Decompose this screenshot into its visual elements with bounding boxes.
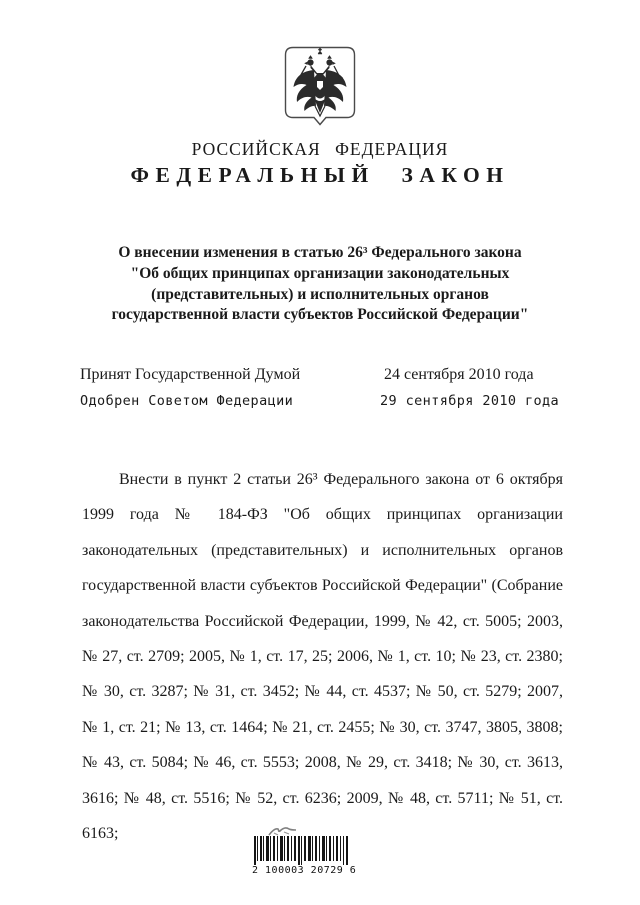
print-artifact-icon [266,824,300,837]
sovfed-label: Одобрен Советом Федерации [80,392,294,409]
barcode-bars [254,836,348,865]
adoption-row-duma [80,366,562,393]
body-line: № 27, ст. 2709; 2005, № 1, ст. 17, 25; 2006, № 1, ст. 10; № 23, ст. 2380; [82,648,563,666]
body-line: государственной власти субъектов Российской Федерации" (Собрание [82,577,563,595]
barcode-digits: 2 100003 20729 6 [252,865,357,876]
russian-eagle-emblem-icon [284,46,356,128]
body-line: № 30, ст. 3287; № 31, ст. 3452; № 44, ст. 4537; № 50, ст. 5279; 2007, [82,683,563,701]
duma-date: 24 сентября 2010 года [384,366,534,383]
adoption-block [80,366,562,419]
body-line: № 43, ст. 5084; № 46, ст. 5553; 2008, № 29, ст. 3418; № 30, ст. 3613, [82,754,563,772]
body-line: 1999 года № 184-ФЗ "Об общих принципах организации [82,506,563,524]
body-line: № 1, ст. 21; № 13, ст. 1464; № 21, ст. 2455; № 30, ст. 3747, 3805, 3808; [82,718,563,736]
law-title-line: "Об общих принципах организации законодательных [130,264,510,282]
body-line: законодательных (представительных) и исполнительных органов [82,541,563,559]
coat-of-arms-box [284,46,356,128]
adoption-row-sovfed [80,393,562,420]
barcode [252,824,357,876]
law-title-line: (представительных) и исполнительных органов [151,285,489,303]
law-title-line: государственной власти субъектов Российской Федерации" [111,306,529,324]
document-type-heading: ФЕДЕРАЛЬНЫЙ ЗАКОН [130,163,510,187]
sovfed-date: 29 сентября 2010 года [380,392,560,409]
law-title-line: О внесении изменения в статью 26³ Федерального закона [118,244,522,261]
duma-label: Принят Государственной Думой [80,366,301,383]
body-line: Внести в пункт 2 статьи 26³ Федерального закона от 6 октября [119,471,563,488]
country-heading: РОССИЙСКАЯ ФЕДЕРАЦИЯ [191,139,449,159]
law-body-paragraph [82,462,563,851]
body-line: 3616; № 48, ст. 5516; № 52, ст. 6236; 2009, № 48, ст. 5711; № 51, ст. 6163; [82,789,563,843]
law-title [70,243,570,326]
body-line: законодательства Российской Федерации, 1999, № 42, ст. 5005; 2003, [82,612,563,630]
